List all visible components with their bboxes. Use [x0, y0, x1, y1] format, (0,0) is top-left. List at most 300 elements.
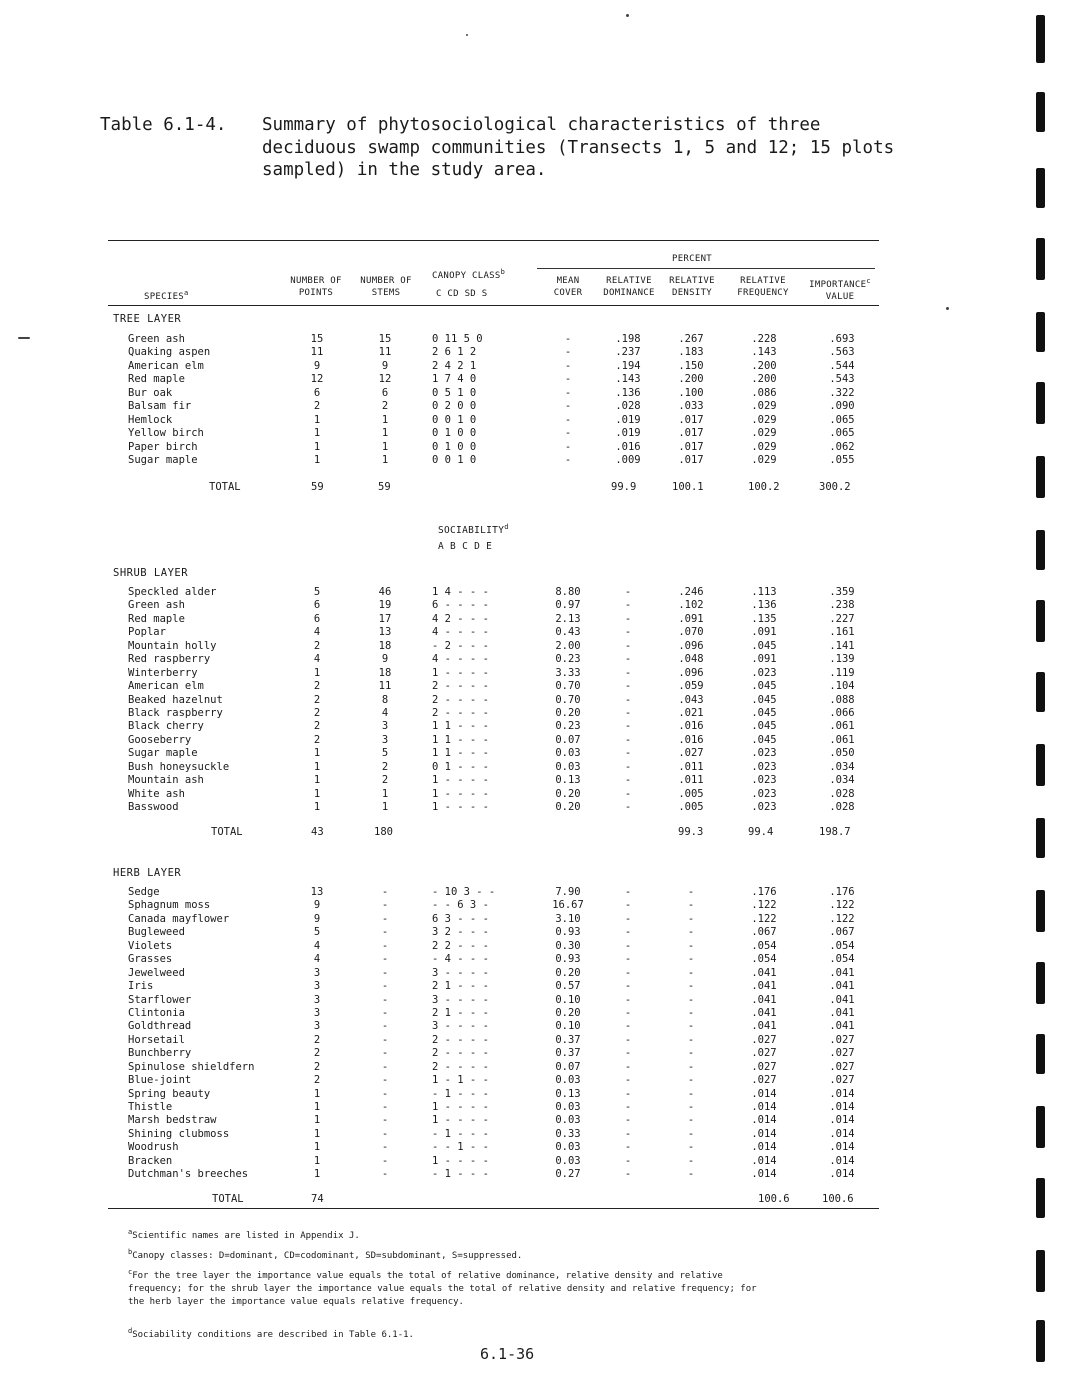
stems-value: -	[381, 1101, 389, 1113]
rel-frequency-value: .122	[751, 912, 777, 925]
table-row	[0, 1088, 1069, 1101]
class-values: 2 - - - -	[432, 1060, 489, 1073]
mean-cover-value: 0.20	[555, 1006, 581, 1019]
table-row	[0, 926, 1069, 939]
points-value: 6	[313, 599, 321, 612]
class-values: 2 1 - - -	[432, 1006, 489, 1019]
table-row	[0, 953, 1069, 966]
mean-cover-value: -	[564, 359, 572, 372]
mean-cover-value: 3.33	[555, 666, 581, 679]
footnote-c: $^c$For the tree layer the importance value equals the total of relative dominance, relative density and relative frequency; for the shrub layer the importance value equals the total of relative density and relative frequency; for the herb layer the importance value equals relative frequency.	[128, 1268, 757, 1307]
class-values: 2 - - - -	[432, 1033, 489, 1046]
rel-dominance-value: -	[624, 586, 632, 598]
stems-value: 2	[381, 774, 389, 787]
importance-value: .027	[829, 1047, 855, 1060]
species-name: Marsh bedstraw	[128, 1114, 217, 1127]
shrub-layer-rows	[0, 586, 1069, 814]
rel-density-value: .070	[678, 626, 704, 639]
class-values: - - 6 3 -	[432, 899, 489, 912]
mean-cover-value: 0.03	[555, 1114, 581, 1127]
rel-dominance-value: -	[624, 912, 632, 925]
mean-cover-value: -	[564, 333, 572, 345]
rel-dominance-value: .194	[615, 359, 641, 372]
species-name: Yellow birch	[128, 427, 204, 440]
mean-cover-value: 0.03	[555, 747, 581, 760]
table-row	[0, 774, 1069, 787]
rel-dominance-value: -	[624, 1154, 632, 1167]
points-value: 3	[313, 966, 321, 979]
total-value: 198.7	[819, 826, 851, 838]
rel-dominance-value: -	[624, 720, 632, 733]
binder-mark	[1036, 1320, 1045, 1362]
stems-value: -	[381, 926, 389, 939]
rel-frequency-value: .045	[751, 733, 777, 746]
species-name: Iris	[128, 980, 154, 993]
points-value: 3	[313, 1006, 321, 1019]
species-name: Black raspberry	[128, 706, 223, 719]
stems-value: 5	[381, 747, 389, 760]
importance-value: .014	[829, 1154, 855, 1167]
class-values: 0 5 1 0	[432, 386, 477, 399]
rel-dominance-value: .198	[615, 333, 641, 345]
rel-dominance-value: -	[624, 666, 632, 679]
importance-value: .034	[829, 774, 855, 787]
stems-value: 13	[378, 626, 392, 639]
species-name: Winterberry	[128, 666, 198, 679]
class-values: 1 - - - -	[432, 801, 489, 813]
table-row	[0, 734, 1069, 747]
rel-dominance-value: -	[624, 939, 632, 952]
species-name: American elm	[128, 680, 204, 693]
importance-value: .034	[829, 760, 855, 773]
rel-dominance-value: .143	[615, 373, 641, 386]
stems-value: 6	[381, 386, 389, 399]
total-value: 74	[311, 1193, 324, 1205]
class-values: 1 7 4 0	[432, 373, 477, 386]
points-value: 2	[313, 733, 321, 746]
species-name: Basswood	[128, 801, 179, 813]
rel-density-value: .027	[678, 747, 704, 760]
rel-dominance-value: -	[624, 787, 632, 800]
stems-value: 4	[381, 706, 389, 719]
table-row	[0, 414, 1069, 427]
species-name: Horsetail	[128, 1033, 185, 1046]
rel-dominance-value: .016	[615, 440, 641, 453]
species-name: Woodrush	[128, 1141, 179, 1154]
points-value: 3	[313, 980, 321, 993]
points-value: 4	[313, 939, 321, 952]
rel-dominance-value: -	[624, 1114, 632, 1127]
species-name: Bush honeysuckle	[128, 760, 230, 773]
binder-mark	[1036, 744, 1045, 786]
class-values: 0 1 0 0	[432, 427, 477, 440]
species-name: American elm	[128, 359, 204, 372]
importance-value: .014	[829, 1114, 855, 1127]
rel-density-value: -	[687, 939, 695, 952]
species-name: White ash	[128, 787, 185, 800]
points-value: 9	[313, 359, 321, 372]
importance-value: .227	[829, 612, 855, 625]
table-row	[0, 694, 1069, 707]
table-row	[0, 613, 1069, 626]
rel-frequency-value: .045	[751, 720, 777, 733]
rel-frequency-value: .029	[751, 453, 777, 466]
rel-density-value: .016	[678, 720, 704, 733]
table-row	[0, 707, 1069, 720]
relative-dominance-header: RELATIVE DOMINANCE	[603, 276, 655, 298]
total-value: 100.6	[822, 1193, 854, 1205]
table-row	[0, 720, 1069, 733]
points-value: 2	[313, 1033, 321, 1046]
importance-value: .041	[829, 1006, 855, 1019]
tree-layer-rows	[0, 333, 1069, 467]
species-name: Bur oak	[128, 386, 173, 399]
rel-dominance-value: .136	[615, 386, 641, 399]
class-values: 1 - - - -	[432, 1114, 489, 1127]
stems-value: 9	[381, 653, 389, 666]
rel-density-value: -	[687, 912, 695, 925]
rel-frequency-value: .086	[751, 386, 777, 399]
rel-density-value: -	[687, 1074, 695, 1087]
species-name: Black cherry	[128, 720, 204, 733]
points-value: 1	[313, 666, 321, 679]
rel-frequency-value: .135	[751, 612, 777, 625]
canopy-class-sub: C CD SD S	[436, 289, 488, 299]
mean-cover-value: -	[564, 400, 572, 413]
points-value: 1	[313, 747, 321, 760]
relative-density-header: RELATIVE DENSITY	[669, 276, 715, 298]
total-value: 100.6	[758, 1193, 790, 1205]
points-value: 6	[313, 612, 321, 625]
importance-value: .054	[829, 953, 855, 966]
importance-value: .065	[829, 413, 855, 426]
class-values: 0 2 0 0	[432, 400, 477, 413]
stems-value: 9	[381, 359, 389, 372]
points-value: 5	[313, 926, 321, 939]
importance-value: .122	[829, 899, 855, 912]
stems-value: -	[381, 953, 389, 966]
species-name: Paper birch	[128, 440, 198, 453]
rel-density-value: -	[687, 953, 695, 966]
species-name: Bracken	[128, 1154, 173, 1167]
mean-cover-value: 0.03	[555, 760, 581, 773]
rel-density-value: -	[687, 1154, 695, 1167]
stems-value: 1	[381, 427, 389, 440]
importance-value: .139	[829, 653, 855, 666]
points-value: 9	[313, 899, 321, 912]
rel-dominance-value: -	[624, 639, 632, 652]
importance-value: .041	[829, 966, 855, 979]
mean-cover-value: 0.03	[555, 1101, 581, 1113]
rel-frequency-value: .029	[751, 440, 777, 453]
species-name: Green ash	[128, 333, 185, 345]
stems-value: 1	[381, 413, 389, 426]
table-row	[0, 1155, 1069, 1168]
binder-mark	[1036, 1106, 1045, 1148]
binder-mark	[1036, 168, 1045, 208]
table-row	[0, 586, 1069, 599]
points-value: 2	[313, 1074, 321, 1087]
points-value: 1	[313, 787, 321, 800]
stems-value: -	[381, 1087, 389, 1100]
species-name: Hemlock	[128, 413, 173, 426]
mean-cover-value: 0.70	[555, 693, 581, 706]
stems-value: -	[381, 1168, 389, 1181]
mean-cover-value: 0.93	[555, 926, 581, 939]
rel-density-value: -	[687, 1060, 695, 1073]
rel-density-value: .011	[678, 774, 704, 787]
binder-mark	[1036, 890, 1045, 932]
total-value: 99.9	[611, 481, 637, 493]
header-top-rule	[108, 240, 879, 241]
mean-cover-value: 0.27	[555, 1168, 581, 1181]
importance-value: .141	[829, 639, 855, 652]
mean-cover-value: 0.43	[555, 626, 581, 639]
mean-cover-value: 0.97	[555, 599, 581, 612]
rel-dominance-value: -	[624, 1047, 632, 1060]
rel-frequency-value: .200	[751, 373, 777, 386]
species-name: Thistle	[128, 1101, 173, 1113]
species-name: Clintonia	[128, 1006, 185, 1019]
stems-value: -	[381, 899, 389, 912]
rel-density-value: .096	[678, 666, 704, 679]
points-value: 13	[310, 886, 324, 898]
rel-density-value: .048	[678, 653, 704, 666]
points-value: 3	[313, 1020, 321, 1033]
total-value: 99.4	[748, 826, 774, 838]
mean-cover-value: 0.10	[555, 1020, 581, 1033]
stems-value: -	[381, 1114, 389, 1127]
importance-value: .028	[829, 801, 855, 813]
importance-value: .027	[829, 1060, 855, 1073]
points-value: 12	[310, 373, 324, 386]
stems-value: 11	[378, 680, 392, 693]
stems-value: -	[381, 1006, 389, 1019]
class-values: 1 - - - -	[432, 774, 489, 787]
total-value: 300.2	[819, 481, 851, 493]
species-name: Spinulose shieldfern	[128, 1060, 255, 1073]
stems-value: 1	[381, 440, 389, 453]
binder-mark	[1036, 818, 1045, 858]
rel-density-value: -	[687, 1168, 695, 1181]
rel-dominance-value: .019	[615, 413, 641, 426]
rel-dominance-value: -	[624, 1101, 632, 1113]
rel-dominance-value: -	[624, 706, 632, 719]
stems-value: 1	[381, 801, 389, 813]
binder-mark	[1036, 92, 1045, 132]
rel-frequency-value: .136	[751, 599, 777, 612]
rel-density-value: -	[687, 926, 695, 939]
rel-dominance-value: -	[624, 993, 632, 1006]
stems-value: 17	[378, 612, 392, 625]
rel-frequency-value: .113	[751, 586, 777, 598]
points-value: 6	[313, 386, 321, 399]
rel-dominance-value: -	[624, 1060, 632, 1073]
binder-mark	[1036, 1178, 1045, 1218]
rel-frequency-value: .014	[751, 1087, 777, 1100]
importance-value: .027	[829, 1074, 855, 1087]
rel-frequency-value: .023	[751, 747, 777, 760]
rel-frequency-value: .045	[751, 680, 777, 693]
importance-value: .104	[829, 680, 855, 693]
species-name: Sugar maple	[128, 453, 198, 466]
class-values: 4 - - - -	[432, 626, 489, 639]
rel-frequency-value: .027	[751, 1033, 777, 1046]
rel-frequency-value: .122	[751, 899, 777, 912]
importance-value: .322	[829, 386, 855, 399]
species-name: Jewelweed	[128, 966, 185, 979]
table-row	[0, 1047, 1069, 1060]
rel-frequency-value: .045	[751, 706, 777, 719]
rel-dominance-value: -	[624, 653, 632, 666]
total-value: 99.3	[678, 826, 704, 838]
footnote-a: $^a$Scientific names are listed in Appendix J.	[128, 1228, 360, 1241]
table-row	[0, 1114, 1069, 1127]
table-row	[0, 1128, 1069, 1141]
mean-cover-value: 0.13	[555, 774, 581, 787]
points-value: 1	[313, 1101, 321, 1113]
rel-dominance-value: -	[624, 1020, 632, 1033]
importance-value: .122	[829, 912, 855, 925]
rel-frequency-value: .228	[751, 333, 777, 345]
rel-dominance-value: -	[624, 980, 632, 993]
mean-cover-value: 0.37	[555, 1033, 581, 1046]
importance-value: .050	[829, 747, 855, 760]
table-row	[0, 1141, 1069, 1154]
rel-dominance-value: -	[624, 626, 632, 639]
stems-value: -	[381, 1127, 389, 1140]
binder-mark	[1036, 15, 1045, 63]
class-values: 3 - - - -	[432, 1020, 489, 1033]
points-value: 1	[313, 1168, 321, 1181]
rel-density-value: -	[687, 966, 695, 979]
rel-density-value: -	[687, 993, 695, 1006]
rel-frequency-value: .041	[751, 993, 777, 1006]
table-row	[0, 1168, 1069, 1181]
importance-value: .014	[829, 1141, 855, 1154]
table-row	[0, 1101, 1069, 1114]
points-value: 1	[313, 760, 321, 773]
class-values: 1 1 - - -	[432, 747, 489, 760]
species-name: Red raspberry	[128, 653, 211, 666]
table-row	[0, 980, 1069, 993]
stems-value: -	[381, 1060, 389, 1073]
rel-density-value: .100	[678, 386, 704, 399]
class-values: 1 - 1 - -	[432, 1074, 489, 1087]
rel-frequency-value: .014	[751, 1101, 777, 1113]
importance-value: .014	[829, 1101, 855, 1113]
points-value: 1	[313, 1154, 321, 1167]
rel-frequency-value: .027	[751, 1047, 777, 1060]
rel-frequency-value: .029	[751, 427, 777, 440]
rel-density-value: .017	[678, 453, 704, 466]
relative-frequency-header: RELATIVE FREQUENCY	[737, 276, 789, 298]
rel-dominance-value: -	[624, 926, 632, 939]
table-row	[0, 640, 1069, 653]
caption-label: Table 6.1-4.	[100, 115, 227, 135]
rel-density-value: -	[687, 1006, 695, 1019]
table-row	[0, 994, 1069, 1007]
class-values: - 1 - - -	[432, 1087, 489, 1100]
class-values: 3 - - - -	[432, 966, 489, 979]
table-row	[0, 333, 1069, 346]
mean-cover-value: 16.67	[552, 899, 584, 912]
rel-frequency-value: .029	[751, 400, 777, 413]
total-value: 43	[311, 826, 324, 838]
class-values: 3 2 - - -	[432, 926, 489, 939]
points-value: 1	[313, 440, 321, 453]
scan-speck	[466, 34, 468, 36]
stems-value: -	[381, 1020, 389, 1033]
rel-dominance-value: -	[624, 760, 632, 773]
rel-frequency-value: .023	[751, 787, 777, 800]
importance-value: .066	[829, 706, 855, 719]
stems-header: NUMBER OF STEMS	[360, 276, 412, 298]
mean-cover-value: 0.23	[555, 653, 581, 666]
binder-mark	[1036, 672, 1045, 712]
rel-density-value: .043	[678, 693, 704, 706]
importance-value: .161	[829, 626, 855, 639]
rel-frequency-value: .067	[751, 926, 777, 939]
class-values: 4 - - - -	[432, 653, 489, 666]
rel-frequency-value: .027	[751, 1074, 777, 1087]
total-label: TOTAL	[212, 1193, 244, 1205]
stems-value: 11	[378, 346, 392, 359]
percent-underline	[537, 268, 875, 269]
binder-mark	[1036, 456, 1045, 498]
rel-density-value: .017	[678, 440, 704, 453]
rel-dominance-value: .237	[615, 346, 641, 359]
rel-frequency-value: .023	[751, 760, 777, 773]
mean-cover-value: 7.90	[555, 886, 581, 898]
class-values: 2 6 1 2	[432, 346, 477, 359]
class-values: 0 1 - - -	[432, 760, 489, 773]
species-name: Quaking aspen	[128, 346, 211, 359]
mean-cover-value: -	[564, 453, 572, 466]
binder-mark	[1036, 530, 1045, 570]
stems-value: -	[381, 1154, 389, 1167]
rel-frequency-value: .029	[751, 413, 777, 426]
total-label: TOTAL	[209, 481, 241, 493]
rel-density-value: .005	[678, 801, 704, 813]
rel-frequency-value: .014	[751, 1127, 777, 1140]
stems-value: 2	[381, 760, 389, 773]
points-value: 2	[313, 400, 321, 413]
mean-cover-value: 0.57	[555, 980, 581, 993]
binder-edge-marks	[1036, 0, 1056, 1380]
rel-dominance-value: -	[624, 899, 632, 912]
importance-value: .062	[829, 440, 855, 453]
points-value: 1	[313, 801, 321, 813]
species-name: Speckled alder	[128, 586, 217, 598]
total-label: TOTAL	[211, 826, 243, 838]
points-value: 2	[313, 706, 321, 719]
binder-mark	[1036, 312, 1045, 352]
rel-density-value: .267	[678, 333, 704, 345]
points-value: 4	[313, 653, 321, 666]
points-value: 11	[310, 346, 324, 359]
species-name: Goldthread	[128, 1020, 192, 1033]
table-row	[0, 346, 1069, 359]
importance-value: .014	[829, 1127, 855, 1140]
rel-density-value: .091	[678, 612, 704, 625]
rel-density-value: .017	[678, 427, 704, 440]
class-values: 2 4 2 1	[432, 359, 477, 372]
rel-dominance-value: -	[624, 1033, 632, 1046]
rel-dominance-value: -	[624, 886, 632, 898]
table-row	[0, 940, 1069, 953]
binder-mark	[1036, 382, 1045, 424]
